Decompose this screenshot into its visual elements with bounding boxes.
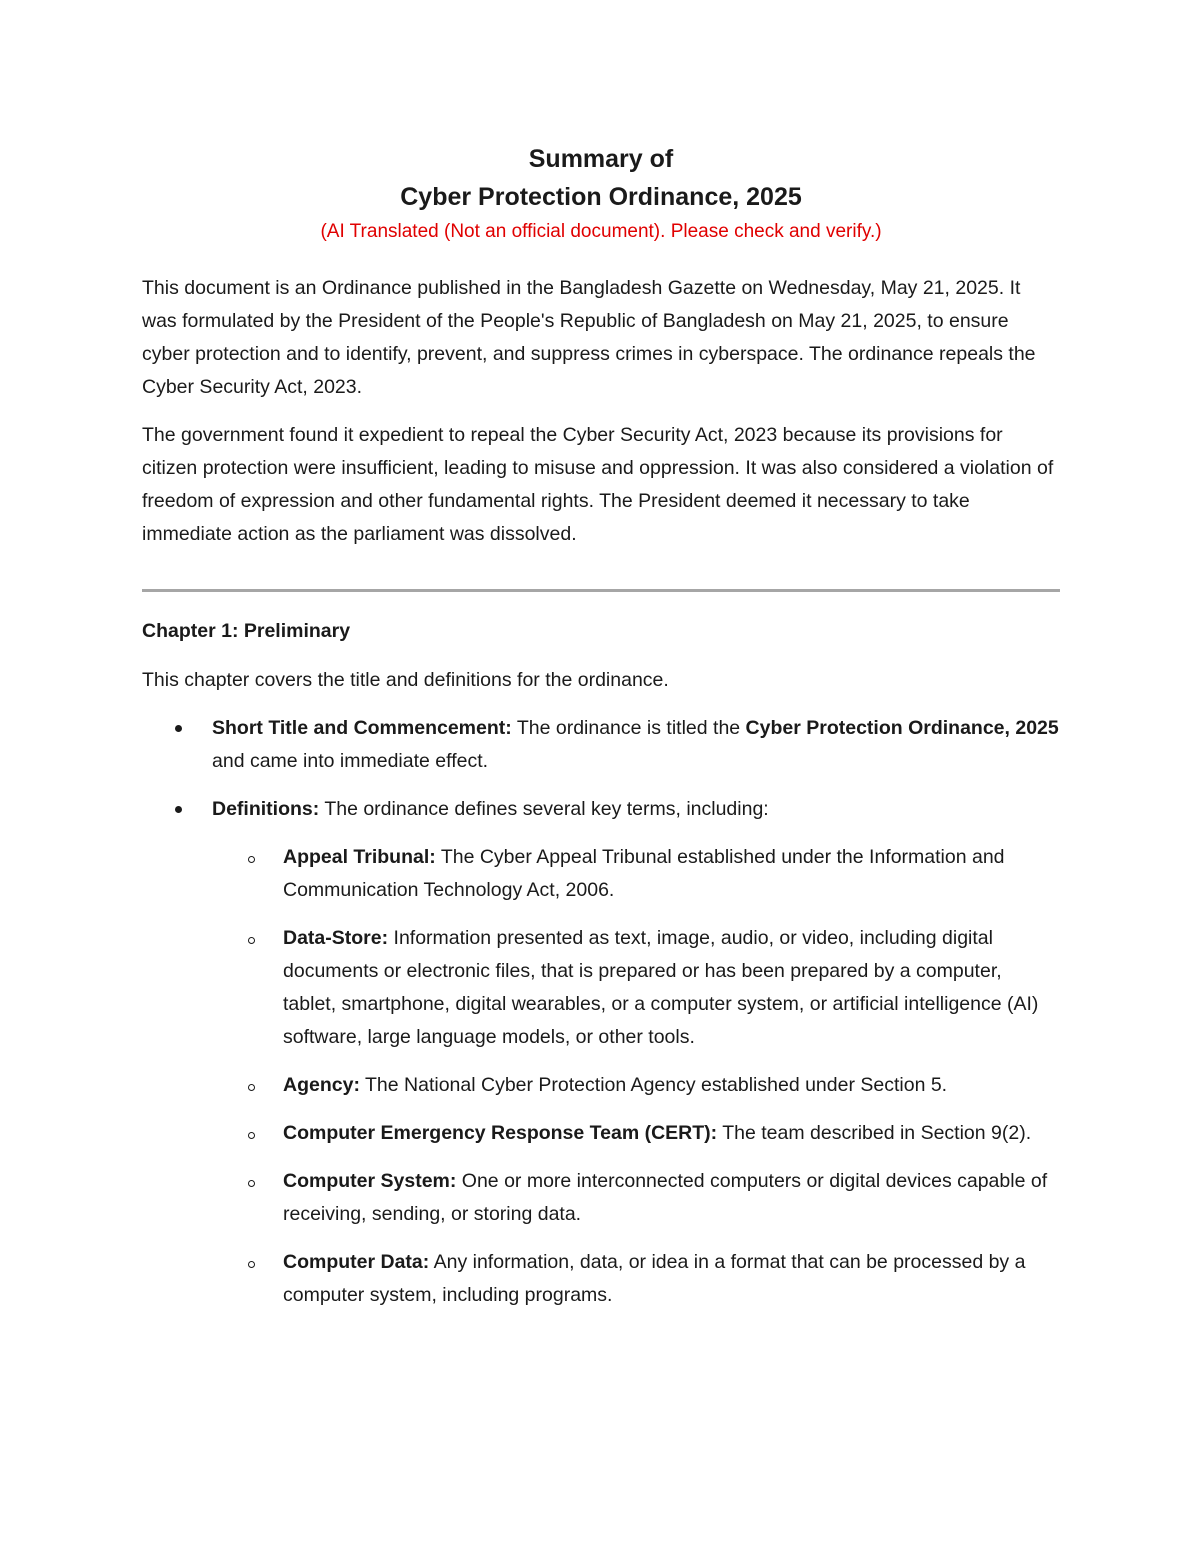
list-item-short-title — [142, 712, 1060, 778]
hollow-bullet-icon — [248, 1180, 255, 1187]
short-title-text-after: and came into immediate effect. — [212, 750, 489, 772]
definition-text: One or more interconnected computers or digital devices capable of receiving, sending, or storing data. — [283, 1170, 1048, 1225]
intro-paragraph-1: This document is an Ordinance published in the Bangladesh Gazette on Wednesday, May 21, 2025. It was formulated by the President of the People's Republic of Bangladesh on May 21, 2025, to ensure cyber protection and to identify, prevent, and suppress crimes in cyberspace. The ordinance repeals the Cyber Security Act, 2023. — [142, 277, 1036, 398]
horizontal-divider — [142, 589, 1060, 592]
definition-term: Computer Emergency Response Team (CERT): — [283, 1122, 718, 1144]
definition-item — [142, 1117, 1060, 1150]
list-item-definitions — [142, 793, 1060, 1312]
title-line-2: Cyber Protection Ordinance, 2025 — [400, 183, 802, 211]
chapter-1-heading: Chapter 1: Preliminary — [142, 620, 351, 642]
definition-term: Appeal Tribunal: — [283, 846, 436, 868]
chapter-1-bullet-list — [142, 712, 1060, 1312]
short-title-text-before: The ordinance is titled the — [511, 717, 746, 739]
definition-text: Any information, data, or idea in a format that can be processed by a computer system, including programs. — [283, 1251, 1026, 1306]
short-title-label: Short Title and Commencement: — [212, 717, 512, 739]
bullet-icon — [175, 725, 182, 732]
chapter-1-intro: This chapter covers the title and definitions for the ordinance. — [142, 669, 669, 691]
definition-item — [142, 1069, 1060, 1102]
title-line-1: Summary of — [528, 145, 674, 173]
definitions-label: Definitions: — [212, 798, 320, 820]
definition-text: Information presented as text, image, audio, or video, including digital documents or electronic files, that is prepared or has been prepared by a computer, tablet, smartphone, digital wearables, or a computer system, or artificial intelligence (AI) software, large language models, or other tools. — [283, 927, 1039, 1048]
hollow-bullet-icon — [248, 1132, 255, 1139]
definition-term: Computer Data: — [283, 1251, 430, 1273]
document-title — [142, 140, 1060, 216]
definition-item — [142, 922, 1060, 1054]
definition-item — [142, 1246, 1060, 1312]
document-page — [142, 140, 1060, 1327]
definitions-text: The ordinance defines several key terms, including: — [319, 798, 769, 820]
ai-translation-disclaimer: (AI Translated (Not an official document). Please check and verify.) — [320, 221, 882, 242]
definition-text: The team described in Section 9(2). — [717, 1122, 1032, 1144]
definition-item — [142, 841, 1060, 907]
definitions-sub-list — [142, 841, 1060, 1312]
definition-text: The National Cyber Protection Agency established under Section 5. — [359, 1074, 948, 1096]
hollow-bullet-icon — [248, 1084, 255, 1091]
definition-term: Agency: — [283, 1074, 360, 1096]
hollow-bullet-icon — [248, 856, 255, 863]
hollow-bullet-icon — [248, 937, 255, 944]
definition-text: The Cyber Appeal Tribunal established under the Information and Communication Technology Act, 2006. — [283, 846, 1005, 901]
definition-item — [142, 1165, 1060, 1231]
ordinance-name: Cyber Protection Ordinance, 2025 — [745, 717, 1059, 739]
definition-term: Data-Store: — [283, 927, 389, 949]
definition-term: Computer System: — [283, 1170, 457, 1192]
intro-paragraph-2: The government found it expedient to repeal the Cyber Security Act, 2023 because its provisions for citizen protection were insufficient, leading to misuse and oppression. It was also considered a violation of freedom of expression and other fundamental rights. The President deemed it necessary to take immediate action as the parliament was dissolved. — [142, 424, 1054, 545]
bullet-icon — [175, 806, 182, 813]
hollow-bullet-icon — [248, 1261, 255, 1268]
